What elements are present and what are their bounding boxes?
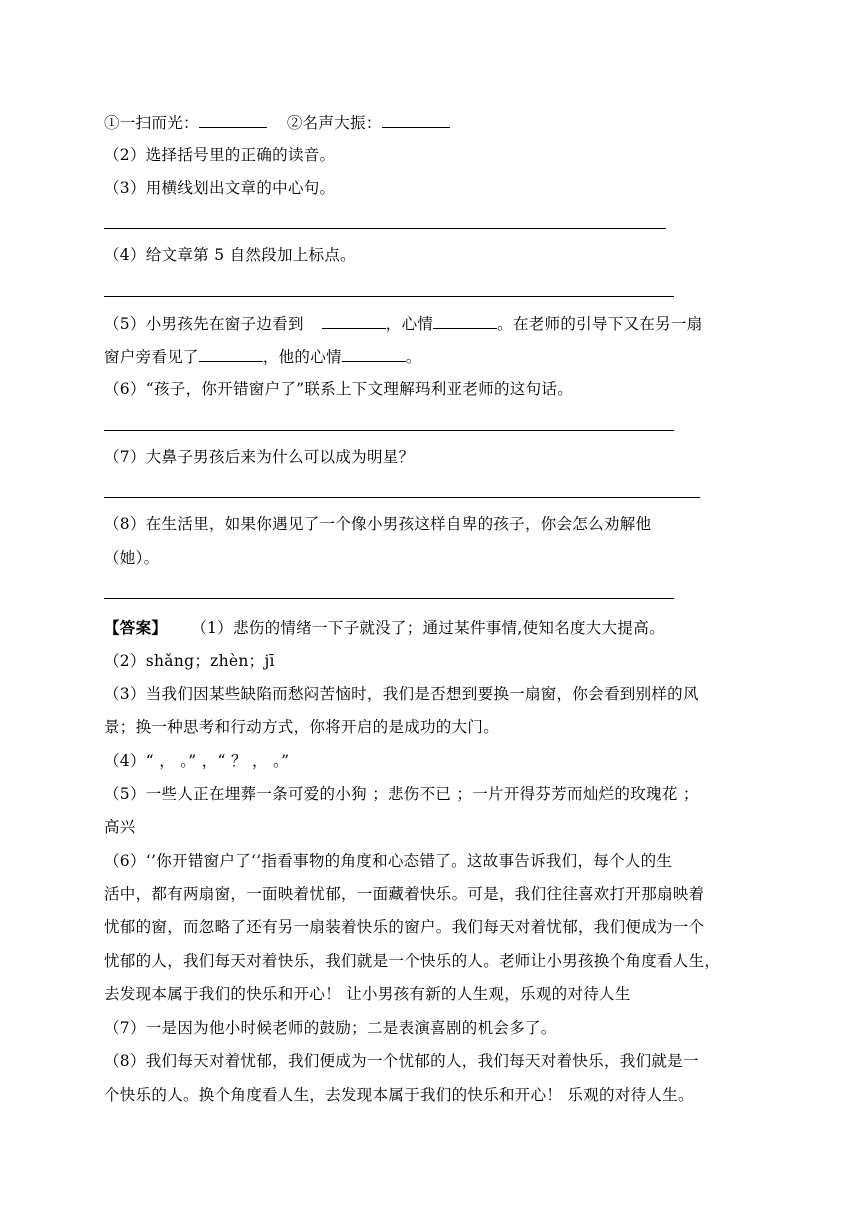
- question-2: （2）选择括号里的正确的读音。: [104, 146, 336, 164]
- answer-5-line-2: 高兴: [104, 818, 136, 836]
- answer-6-line-4: 忧郁的人，我们每天对着快乐，我们就是一个快乐的人。老师让小男孩换个角度看人生，: [104, 952, 721, 970]
- q5-text-d: 窗户旁看见了: [104, 348, 199, 366]
- question-6: （6）“孩子，你开错窗户了”联系上下文理解玛利亚老师的这句话。: [104, 380, 574, 398]
- answer-6-line-2: 活中，都有两扇窗，一面映着忧郁，一面藏着快乐。可是，我们往往喜欢打开那扇映着: [104, 885, 705, 903]
- question-5-line-2: [104, 346, 422, 367]
- q5-blank-4[interactable]: [342, 346, 406, 362]
- answer-4: （4）“ ， 。” ，“ ？ ， 。”: [104, 752, 290, 770]
- answer-line-q8[interactable]: [104, 598, 674, 599]
- answer-5-line-1: （5）一些人正在埋葬一条可爱的小狗 ；悲伤不已 ；一片开得芬芳而灿烂的玫瑰花 ；: [104, 785, 699, 803]
- question-1-line: [104, 112, 450, 133]
- answer-8-line-2: 个快乐的人。换个角度看人生，去发现本属于我们的快乐和开心！ 乐观的对待人生。: [104, 1086, 694, 1104]
- q5-text-b: ，心情: [385, 315, 434, 333]
- q5-text-e: ，他的心情: [262, 348, 342, 366]
- answer-3-line-2: 景；换一种思考和行动方式，你将开启的是成功的大门。: [104, 718, 500, 736]
- question-4: （4）给文章第 5 自然段加上标点。: [104, 246, 356, 264]
- answer-line-q4[interactable]: [104, 296, 674, 297]
- q5-blank-1[interactable]: [322, 313, 386, 329]
- answer-6-line-1: （6）‘’你开错窗户了‘’指看事物的角度和心态错了。这故事告诉我们，每个人的生: [104, 852, 673, 870]
- answer-7: （7）一是因为他小时候老师的鼓励；二是表演喜剧的机会多了。: [104, 1019, 557, 1037]
- answer-line-q6[interactable]: [104, 430, 674, 431]
- q5-blank-2[interactable]: [433, 313, 497, 329]
- q5-text-a: （5）小男孩先在窗子边看到: [104, 315, 304, 333]
- answer-line-q7[interactable]: [104, 497, 700, 498]
- q1-item-a-label: ①一扫而光：: [104, 114, 199, 132]
- q5-text-f: 。: [405, 348, 422, 366]
- answer-8-line-1: （8）我们每天对着忧郁，我们便成为一个忧郁的人，我们每天对着快乐，我们就是一: [104, 1052, 699, 1070]
- answer-3-line-1: （3）当我们因某些缺陷而愁闷苦恼时，我们是否想到要换一扇窗，你会看到别样的风: [104, 685, 699, 703]
- answer-6-line-5: 去发现本属于我们的快乐和开心！ 让小男孩有新的人生观，乐观的对待人生: [104, 985, 631, 1003]
- q5-text-c: 。在老师的引导下又在另一扇: [497, 315, 703, 333]
- q1-item-a-blank[interactable]: [199, 112, 267, 128]
- answer-1-line: [104, 618, 665, 638]
- question-3: （3）用横线划出文章的中心句。: [104, 179, 336, 197]
- answer-2: （2）shǎng；zhèn；jī: [104, 652, 275, 670]
- answer-line-q3[interactable]: [104, 228, 666, 229]
- question-5-line-1: [104, 313, 703, 334]
- answer-label: 【答案】: [104, 618, 168, 637]
- answer-1: （1）悲伤的情绪一下子就没了；通过某件事情,使知名度大大提高。: [191, 619, 665, 637]
- answer-6-line-3: 忧郁的窗，而忽略了还有另一扇装着快乐的窗户。我们每天对着忧郁，我们便成为一个: [104, 918, 705, 936]
- question-8-line-2: （她）。: [104, 549, 160, 567]
- q1-item-b-blank[interactable]: [382, 112, 450, 128]
- question-7: （7）大鼻子男孩后来为什么可以成为明星？: [104, 448, 415, 466]
- q1-item-b-label: ②名声大振：: [286, 114, 382, 132]
- q5-blank-3[interactable]: [199, 346, 263, 362]
- question-8-line-1: （8）在生活里，如果你遇见了一个像小男孩这样自卑的孩子，你会怎么劝解他: [104, 515, 652, 533]
